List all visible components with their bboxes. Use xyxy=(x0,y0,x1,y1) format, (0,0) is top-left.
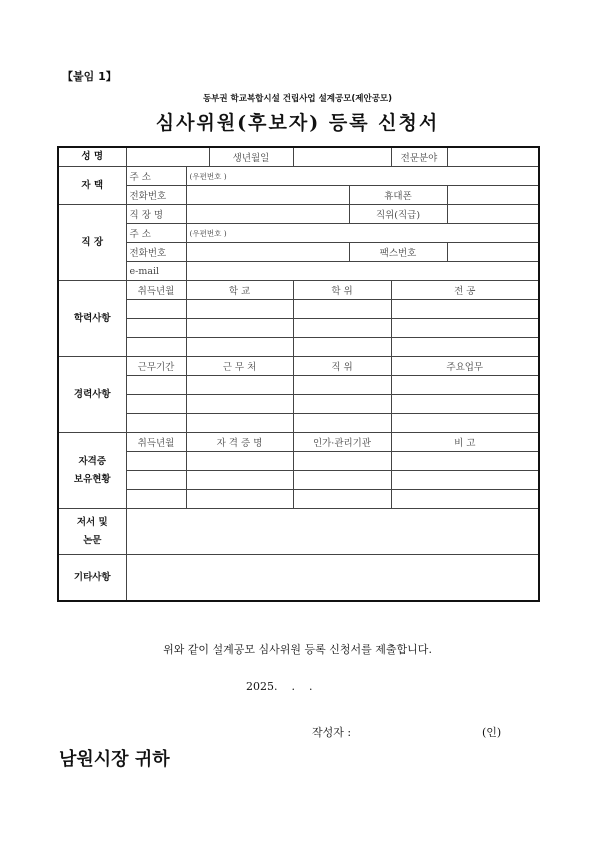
table-cell[interactable] xyxy=(391,395,539,414)
table-cell[interactable] xyxy=(186,414,293,433)
career-header-position: 직 위 xyxy=(293,357,391,376)
email-label: e-mail xyxy=(126,262,186,281)
table-cell[interactable] xyxy=(186,395,293,414)
table-cell[interactable] xyxy=(293,338,391,357)
table-cell[interactable] xyxy=(293,471,391,490)
education-entry-row xyxy=(58,319,539,338)
project-subtitle: 동부권 학교복합시설 건립사업 설계공모(제안공모) xyxy=(202,94,393,104)
fax-field[interactable] xyxy=(447,243,539,262)
home-postal-hint: (우편번호 ) xyxy=(189,171,227,181)
license-entry-row xyxy=(58,490,539,509)
date-line: 2025. . . xyxy=(246,680,313,693)
specialty-field[interactable] xyxy=(447,147,539,167)
table-cell[interactable] xyxy=(391,319,539,338)
career-header-row xyxy=(58,357,539,376)
table-cell[interactable] xyxy=(126,319,186,338)
seal-mark: (인) xyxy=(482,726,502,739)
table-cell[interactable] xyxy=(126,452,186,471)
table-cell[interactable] xyxy=(126,471,186,490)
table-cell[interactable] xyxy=(126,376,186,395)
license-header-remarks: 비 고 xyxy=(391,433,539,452)
author-label: 작성자 : xyxy=(312,726,352,739)
table-cell[interactable] xyxy=(293,319,391,338)
table-cell[interactable] xyxy=(186,452,293,471)
publications-row xyxy=(58,509,539,555)
table-cell[interactable] xyxy=(391,414,539,433)
career-header-workplace: 근 무 처 xyxy=(186,357,293,376)
education-section-label: 학력사항 xyxy=(58,281,126,357)
position-field[interactable] xyxy=(447,205,539,224)
application-form-table xyxy=(57,146,540,602)
attachment-label: 【붙임 1】 xyxy=(62,70,117,83)
position-label: 직위(직급) xyxy=(349,205,447,224)
table-cell[interactable] xyxy=(186,471,293,490)
work-name-row xyxy=(58,205,539,224)
work-address-field[interactable] xyxy=(186,224,539,243)
license-header-name: 자 격 증 명 xyxy=(186,433,293,452)
other-section-label: 기타사항 xyxy=(58,555,126,601)
table-cell[interactable] xyxy=(391,376,539,395)
form-title: 심사위원(후보자) 등록 신청서 xyxy=(155,112,440,134)
license-header-row xyxy=(58,433,539,452)
addressee: 남원시장 귀하 xyxy=(59,749,170,770)
table-cell[interactable] xyxy=(391,490,539,509)
submission-statement: 위와 같이 설계공모 심사위원 등록 신청서를 제출합니다. xyxy=(163,643,432,656)
home-address-field[interactable] xyxy=(186,167,539,186)
license-entry-row xyxy=(58,471,539,490)
table-cell[interactable] xyxy=(186,376,293,395)
email-field[interactable] xyxy=(186,262,539,281)
table-cell[interactable] xyxy=(186,300,293,319)
work-postal-hint: (우편번호 ) xyxy=(189,228,227,238)
career-entry-row xyxy=(58,414,539,433)
work-email-row xyxy=(58,262,539,281)
table-cell[interactable] xyxy=(293,300,391,319)
mobile-field[interactable] xyxy=(447,186,539,205)
career-header-period: 근무기간 xyxy=(126,357,186,376)
table-cell[interactable] xyxy=(126,395,186,414)
table-cell[interactable] xyxy=(293,376,391,395)
table-cell[interactable] xyxy=(293,395,391,414)
table-cell[interactable] xyxy=(186,338,293,357)
other-row xyxy=(58,555,539,601)
education-header-school: 학 교 xyxy=(186,281,293,300)
license-entry-row xyxy=(58,452,539,471)
home-phone-label: 전화번호 xyxy=(126,186,186,205)
work-phone-row xyxy=(58,243,539,262)
home-section-label: 자 택 xyxy=(58,167,126,205)
work-section-label: 직 장 xyxy=(58,205,126,281)
personal-info-row xyxy=(58,147,539,167)
table-cell[interactable] xyxy=(126,300,186,319)
work-phone-field[interactable] xyxy=(186,243,349,262)
table-cell[interactable] xyxy=(391,471,539,490)
workplace-label: 직 장 명 xyxy=(126,205,186,224)
career-entry-row xyxy=(58,395,539,414)
work-phone-label: 전화번호 xyxy=(126,243,186,262)
home-address-row xyxy=(58,167,539,186)
home-address-label: 주 소 xyxy=(126,167,186,186)
education-header-date: 취득년월 xyxy=(126,281,186,300)
table-cell[interactable] xyxy=(293,414,391,433)
education-entry-row xyxy=(58,300,539,319)
education-entry-row xyxy=(58,338,539,357)
table-cell[interactable] xyxy=(391,452,539,471)
name-field[interactable] xyxy=(126,147,209,167)
table-cell[interactable] xyxy=(391,300,539,319)
birthdate-field[interactable] xyxy=(293,147,391,167)
career-section-label: 경력사항 xyxy=(58,357,126,433)
table-cell[interactable] xyxy=(186,490,293,509)
table-cell[interactable] xyxy=(293,452,391,471)
education-header-major: 전 공 xyxy=(391,281,539,300)
license-header-authority: 인가·관리기관 xyxy=(293,433,391,452)
workplace-field[interactable] xyxy=(186,205,349,224)
other-field[interactable] xyxy=(126,555,539,601)
license-section-label: 자격증 보유현황 xyxy=(58,433,126,509)
career-header-duties: 주요업무 xyxy=(391,357,539,376)
education-header-degree: 학 위 xyxy=(293,281,391,300)
publications-field[interactable] xyxy=(126,509,539,555)
work-address-row xyxy=(58,224,539,243)
home-phone-field[interactable] xyxy=(186,186,349,205)
birthdate-label: 생년월일 xyxy=(209,147,293,167)
career-entry-row xyxy=(58,376,539,395)
table-cell[interactable] xyxy=(126,338,186,357)
table-cell[interactable] xyxy=(126,414,186,433)
table-cell[interactable] xyxy=(391,338,539,357)
fax-label: 팩스번호 xyxy=(349,243,447,262)
table-cell[interactable] xyxy=(186,319,293,338)
table-cell[interactable] xyxy=(126,490,186,509)
name-label: 성 명 xyxy=(58,147,126,167)
mobile-label: 휴대폰 xyxy=(349,186,447,205)
license-header-date: 취득년월 xyxy=(126,433,186,452)
education-header-row xyxy=(58,281,539,300)
specialty-label: 전문분야 xyxy=(391,147,447,167)
work-address-label: 주 소 xyxy=(126,224,186,243)
table-cell[interactable] xyxy=(293,490,391,509)
home-phone-row xyxy=(58,186,539,205)
publications-section-label: 저서 및 논문 xyxy=(58,509,126,555)
